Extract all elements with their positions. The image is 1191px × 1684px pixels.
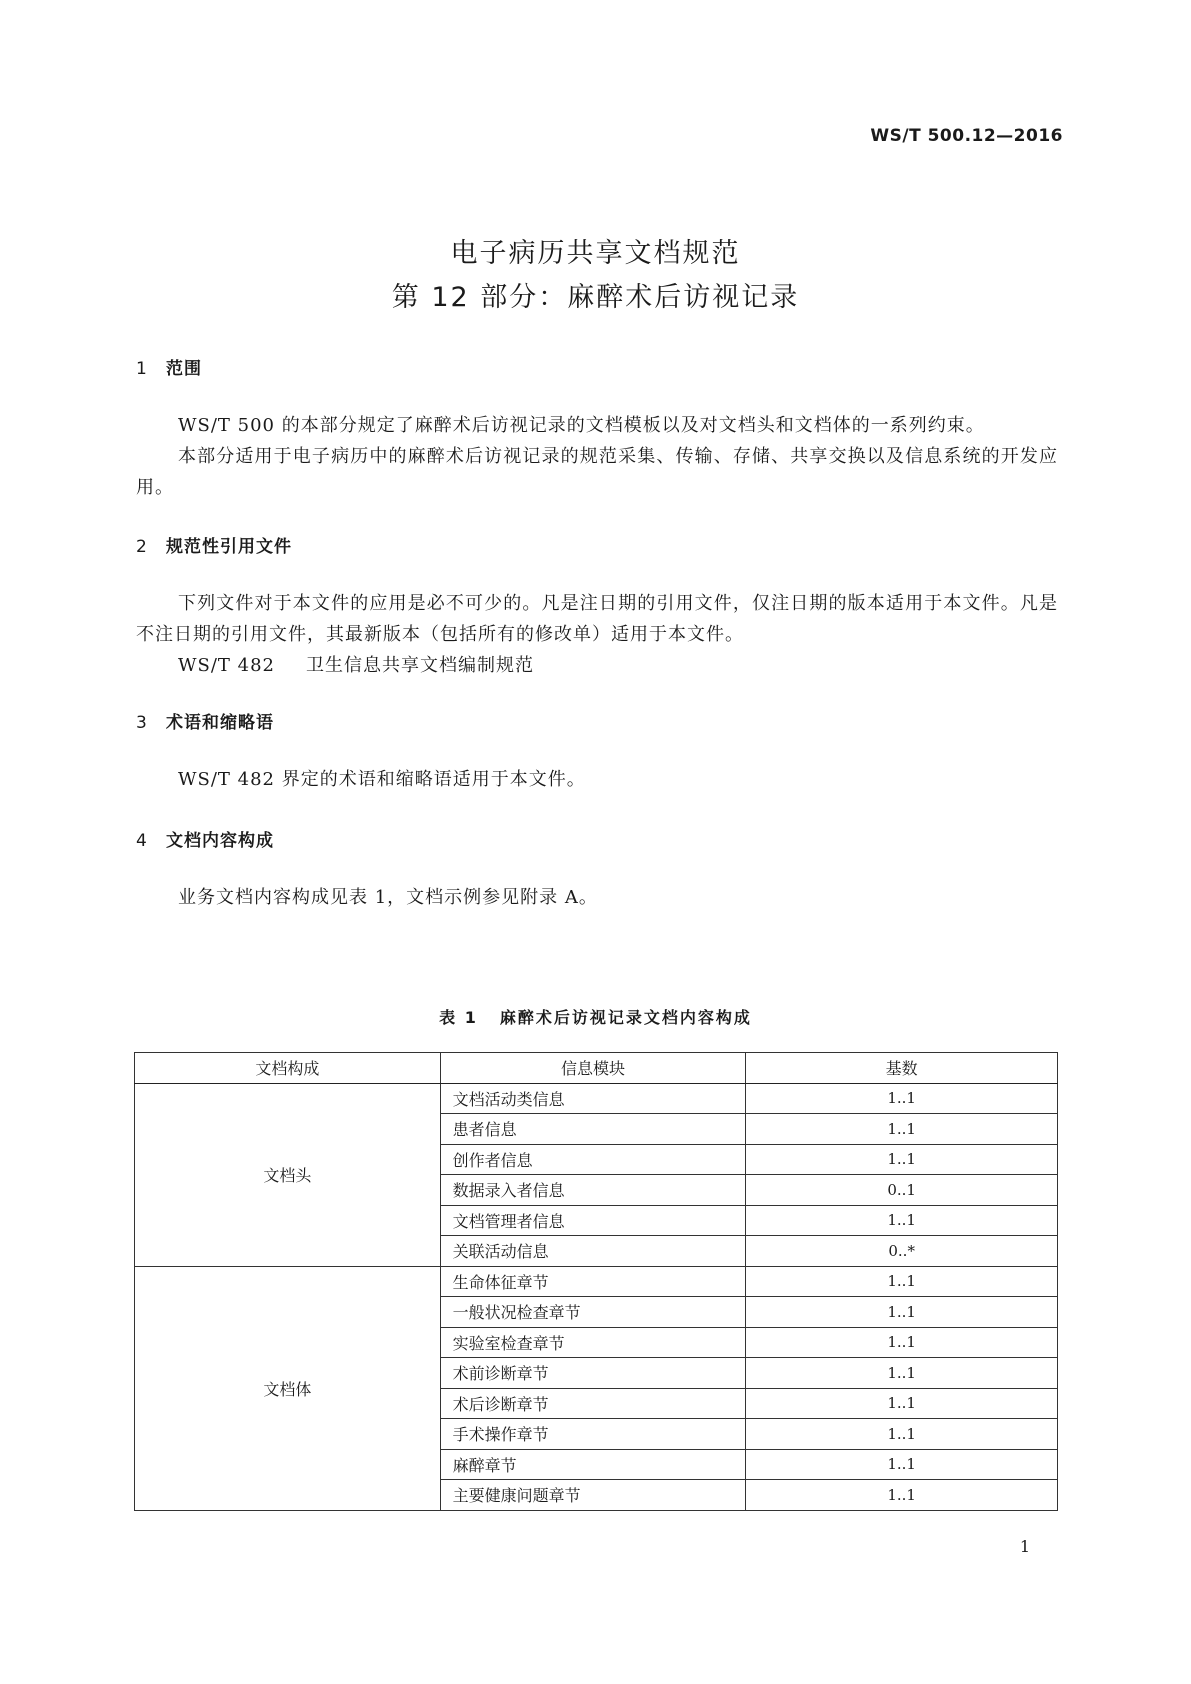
module-cell: 主要健康问题章节 xyxy=(440,1480,746,1511)
cardinality-cell: 1..1 xyxy=(746,1480,1058,1511)
module-cell: 生命体征章节 xyxy=(440,1266,746,1297)
column-header: 基数 xyxy=(746,1053,1058,1084)
table-title: 麻醉术后访视记录文档内容构成 xyxy=(499,1008,752,1027)
cardinality-cell: 1..1 xyxy=(746,1297,1058,1328)
cardinality-cell: 1..1 xyxy=(746,1449,1058,1480)
module-cell: 术后诊断章节 xyxy=(440,1388,746,1419)
normative-reference xyxy=(136,650,1058,681)
reference-title: 卫生信息共享文档编制规范 xyxy=(306,655,534,676)
cardinality-cell: 1..1 xyxy=(746,1419,1058,1450)
group-cell-document-body: 文档体 xyxy=(135,1266,441,1510)
paragraph: WS/T 482 界定的术语和缩略语适用于本文件。 xyxy=(178,769,586,790)
table-caption xyxy=(0,1005,1191,1028)
reference-code: WS/T 482 xyxy=(178,655,275,676)
group-cell-document-header: 文档头 xyxy=(135,1083,441,1266)
paragraph: 本部分适用于电子病历中的麻醉术后访视记录的规范采集、传输、存储、共享交换以及信息系统的开发应用。 xyxy=(136,446,1058,498)
section-title: 范围 xyxy=(166,359,202,379)
module-cell: 文档活动类信息 xyxy=(440,1083,746,1114)
section-4-body xyxy=(136,882,1058,913)
cardinality-cell: 1..1 xyxy=(746,1358,1058,1389)
table-number: 表 1 xyxy=(439,1008,478,1027)
section-3-heading xyxy=(136,708,274,733)
cardinality-cell: 1..1 xyxy=(746,1144,1058,1175)
module-cell: 麻醉章节 xyxy=(440,1449,746,1480)
content-table xyxy=(134,1052,1058,1511)
cardinality-cell: 1..1 xyxy=(746,1083,1058,1114)
cardinality-cell: 1..1 xyxy=(746,1266,1058,1297)
module-cell: 患者信息 xyxy=(440,1114,746,1145)
module-cell: 术前诊断章节 xyxy=(440,1358,746,1389)
cardinality-cell: 1..1 xyxy=(746,1388,1058,1419)
column-header: 信息模块 xyxy=(440,1053,746,1084)
module-cell: 手术操作章节 xyxy=(440,1419,746,1450)
table-row xyxy=(135,1266,1058,1297)
section-2-body xyxy=(136,588,1058,681)
module-cell: 一般状况检查章节 xyxy=(440,1297,746,1328)
section-number: 4 xyxy=(136,831,148,851)
section-4-heading xyxy=(136,826,274,851)
standard-code: WS/T 500.12—2016 xyxy=(870,126,1063,146)
table-row xyxy=(135,1083,1058,1114)
section-number: 1 xyxy=(136,359,148,379)
module-cell: 文档管理者信息 xyxy=(440,1205,746,1236)
section-1-body xyxy=(136,410,1058,503)
cardinality-cell: 0..1 xyxy=(746,1175,1058,1206)
module-cell: 数据录入者信息 xyxy=(440,1175,746,1206)
title-line-2: 第 12 部分：麻醉术后访视记录 xyxy=(391,282,800,313)
module-cell: 关联活动信息 xyxy=(440,1236,746,1267)
module-cell: 实验室检查章节 xyxy=(440,1327,746,1358)
cardinality-cell: 1..1 xyxy=(746,1205,1058,1236)
cardinality-cell: 1..1 xyxy=(746,1327,1058,1358)
section-title: 规范性引用文件 xyxy=(166,537,292,557)
title-line-1: 电子病历共享文档规范 xyxy=(450,238,741,269)
section-title: 术语和缩略语 xyxy=(166,713,274,733)
section-number: 2 xyxy=(136,537,148,557)
cardinality-cell: 0..* xyxy=(746,1236,1058,1267)
section-number: 3 xyxy=(136,713,148,733)
section-3-body xyxy=(136,764,1058,795)
column-header: 文档构成 xyxy=(135,1053,441,1084)
page-number: 1 xyxy=(1019,1537,1030,1556)
paragraph: 业务文档内容构成见表 1，文档示例参见附录 A。 xyxy=(178,887,598,908)
cardinality-cell: 1..1 xyxy=(746,1114,1058,1145)
section-1-heading xyxy=(136,354,202,379)
document-title xyxy=(0,232,1191,320)
paragraph: WS/T 500 的本部分规定了麻醉术后访视记录的文档模板以及对文档头和文档体的一系列约束。 xyxy=(178,415,985,436)
section-title: 文档内容构成 xyxy=(166,831,274,851)
table-header-row xyxy=(135,1053,1058,1084)
module-cell: 创作者信息 xyxy=(440,1144,746,1175)
section-2-heading xyxy=(136,532,292,557)
paragraph: 下列文件对于本文件的应用是必不可少的。凡是注日期的引用文件，仅注日期的版本适用于本文件。凡是不注日期的引用文件，其最新版本（包括所有的修改单）适用于本文件。 xyxy=(136,593,1058,645)
